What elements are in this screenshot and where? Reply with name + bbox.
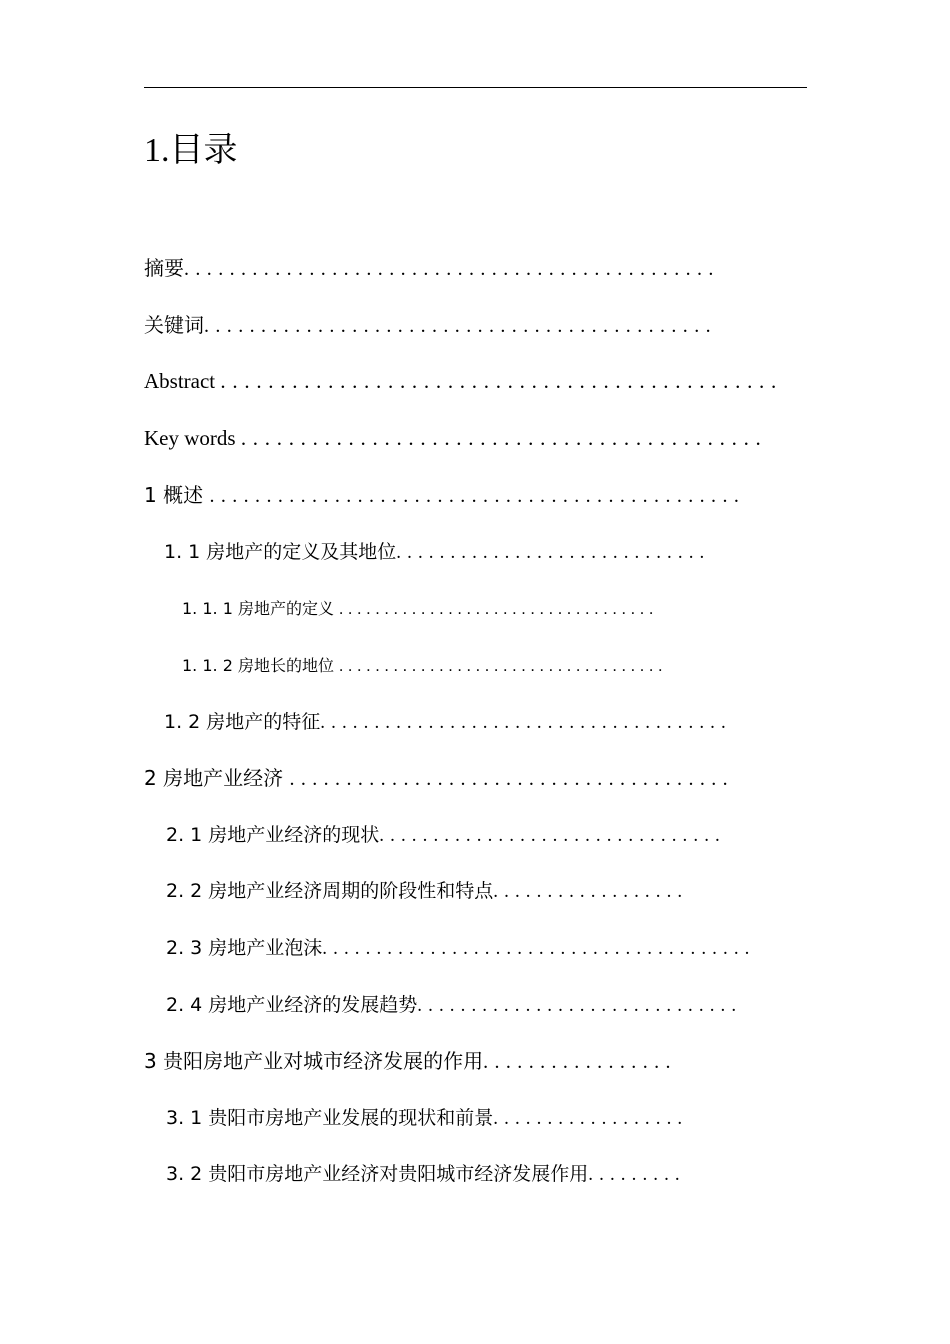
toc-entry-2-4[interactable]	[166, 990, 742, 1021]
toc-entry-label: Key words	[144, 426, 241, 450]
toc-leader-dots: ..............................	[417, 995, 743, 1016]
toc-leader-dots: ...............................................	[184, 258, 720, 280]
toc-leader-dots: ...............................................	[220, 369, 783, 393]
toc-entry-2-2[interactable]	[166, 876, 688, 907]
toc-entry-2-3[interactable]	[166, 933, 756, 964]
toc-leader-dots: .................	[483, 1051, 677, 1073]
toc-entry-label: 2. 1 房地产业经济的现状	[166, 824, 380, 846]
toc-entry-label: 1. 2 房地产的特征	[164, 711, 321, 733]
toc-entry-abstract-cn[interactable]	[144, 253, 720, 284]
toc-entry-1-1-2[interactable]	[182, 651, 667, 682]
toc-entry-1-2[interactable]	[164, 707, 732, 738]
toc-entry-label: 1 概述	[144, 483, 210, 507]
toc-entry-label: 摘要	[144, 256, 184, 280]
toc-entry-1-1-1[interactable]	[182, 594, 658, 625]
title-number: 1.	[144, 132, 170, 169]
toc-entry-keywords-cn[interactable]	[144, 310, 717, 341]
toc-leader-dots: ...............................................	[209, 485, 746, 507]
toc-entry-label: Abstract	[144, 369, 221, 393]
toc-leader-dots: ........................................	[322, 938, 756, 959]
toc-entry-2[interactable]	[144, 763, 734, 794]
toc-leader-dots: ....................................	[339, 658, 668, 675]
toc-entry-label: 关键词	[144, 313, 204, 337]
toc-entry-label: 1. 1. 2 房地长的地位	[182, 656, 340, 675]
toc-leader-dots: ............................................	[240, 426, 768, 450]
toc-entry-3[interactable]	[144, 1046, 677, 1077]
toc-leader-dots: ......................................	[320, 712, 732, 733]
toc-entry-keywords-en[interactable]	[144, 423, 768, 453]
toc-leader-dots: ..................	[493, 1108, 689, 1129]
toc-leader-dots: .......................................	[289, 768, 735, 790]
toc-leader-dots: .............................	[396, 542, 711, 563]
toc-entry-label: 2. 4 房地产业经济的发展趋势	[166, 994, 418, 1016]
toc-entry-label: 1. 1 房地产的定义及其地位	[164, 541, 397, 563]
toc-entry-label: 2. 3 房地产业泡沫	[166, 937, 323, 959]
toc-entry-abstract-en[interactable]	[144, 366, 783, 396]
title-text: 目录	[169, 130, 238, 170]
toc-entry-1[interactable]	[144, 480, 745, 511]
toc-entry-label: 3. 1 贵阳市房地产业发展的现状和前景	[166, 1107, 494, 1129]
toc-leader-dots: ..................	[493, 881, 689, 902]
toc-leader-dots: ................................	[379, 825, 726, 846]
toc-entry-3-1[interactable]	[166, 1103, 688, 1134]
toc-entry-label: 2. 2 房地产业经济周期的阶段性和特点	[166, 880, 494, 902]
toc-entry-label: 3. 2 贵阳市房地产业经济对贵阳城市经济发展作用	[166, 1163, 589, 1185]
toc-entry-label: 3 贵阳房地产业对城市经济发展的作用	[144, 1049, 484, 1073]
toc-entry-label: 2 房地产业经济	[144, 766, 290, 790]
toc-entry-3-2[interactable]	[166, 1159, 686, 1190]
toc-entry-2-1[interactable]	[166, 820, 726, 851]
toc-leader-dots: .........	[588, 1164, 686, 1185]
toc-leader-dots: .............................................	[204, 315, 717, 337]
toc-entry-label: 1. 1. 1 房地产的定义	[182, 599, 340, 618]
toc-entry-1-1[interactable]	[164, 537, 710, 568]
toc-leader-dots: ...................................	[339, 601, 659, 618]
